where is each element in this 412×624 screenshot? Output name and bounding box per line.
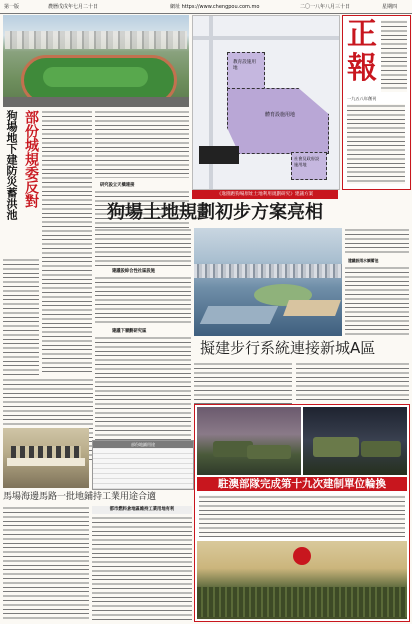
school-label: 教育設施用地 bbox=[233, 60, 256, 71]
left-story-body bbox=[42, 110, 92, 375]
right-body-1 bbox=[345, 228, 409, 256]
masthead-publisher-info bbox=[347, 104, 405, 184]
midright-headline: 擬建步行系統連接新城A區 bbox=[200, 339, 376, 357]
armored-vehicles-photo-1 bbox=[197, 407, 301, 475]
military-headline: 駐澳部隊完成第十九次建制單位輪換 bbox=[197, 477, 407, 491]
armored-vehicles-photo-2 bbox=[303, 407, 407, 475]
lunar-date: 農曆戊戌年七月二十日 bbox=[48, 4, 99, 10]
troops-photo bbox=[197, 541, 407, 619]
land-use-table bbox=[92, 440, 194, 490]
subhead-traffic: 研究設立天橋連接 bbox=[100, 183, 135, 188]
right-body-2 bbox=[345, 266, 409, 336]
map-caption: 《逸園跑狗場原址土地利用規劃研究》建議方案 bbox=[192, 190, 338, 199]
center-left-body bbox=[95, 110, 189, 178]
page-number: 第一版 bbox=[4, 4, 20, 10]
social-label: 社會及政府設施用地 bbox=[294, 156, 320, 167]
masthead-side-info bbox=[381, 20, 407, 92]
bottom-left-headline: 馬場海邊馬路一批地鋪持工業用途合適 bbox=[3, 492, 157, 502]
website[interactable]: 網址 https://www.chengpou.com.mo bbox=[170, 4, 260, 10]
bottom-left-body bbox=[3, 506, 89, 620]
center-sub2: 建議下層劃研究區 bbox=[112, 329, 147, 334]
right-sub: 建議設雨水調蓄池 bbox=[348, 258, 379, 263]
masthead-founded: 一九五八年創刊 bbox=[347, 96, 377, 101]
page-header bbox=[0, 0, 412, 14]
center-headline: 狗場土地規劃初步方案亮相 bbox=[107, 202, 323, 223]
bottom-center-body bbox=[92, 516, 192, 620]
racetrack-photo bbox=[3, 15, 189, 107]
meeting-photo bbox=[3, 428, 89, 488]
stadium-label: 體育設施用地 bbox=[265, 112, 296, 118]
site-plan-map bbox=[192, 15, 340, 190]
city-rendering bbox=[194, 228, 342, 336]
weekday: 星期四 bbox=[382, 4, 398, 10]
military-body bbox=[199, 495, 405, 537]
bottom-center-headline: 都巿燃料倉地區維持工業用地有利 bbox=[92, 506, 192, 514]
masthead bbox=[342, 15, 411, 190]
center-body-1 bbox=[95, 228, 191, 266]
center-sub1: 建議設綜合性社區設施 bbox=[112, 269, 155, 274]
center-body-3 bbox=[95, 336, 191, 456]
left-headline: 部份城規委反對 bbox=[23, 110, 39, 208]
stadium-zone bbox=[227, 88, 329, 154]
left-subhead: 狗場地下建防災蓄洪池 bbox=[5, 110, 18, 220]
masthead-title-bottom: 報 bbox=[347, 51, 377, 86]
map-legend bbox=[199, 146, 239, 164]
table-title: 部份地鋪用途 bbox=[93, 441, 193, 448]
table-rows bbox=[93, 449, 193, 489]
date: 二〇一八年八月三十日 bbox=[300, 4, 351, 10]
center-headline-box bbox=[95, 200, 409, 226]
midright-body-2 bbox=[296, 362, 409, 402]
masthead-title-top: 正 bbox=[347, 17, 377, 52]
left-story-body-2 bbox=[3, 258, 39, 375]
center-body-2 bbox=[95, 276, 191, 326]
military-story-box bbox=[194, 404, 410, 622]
